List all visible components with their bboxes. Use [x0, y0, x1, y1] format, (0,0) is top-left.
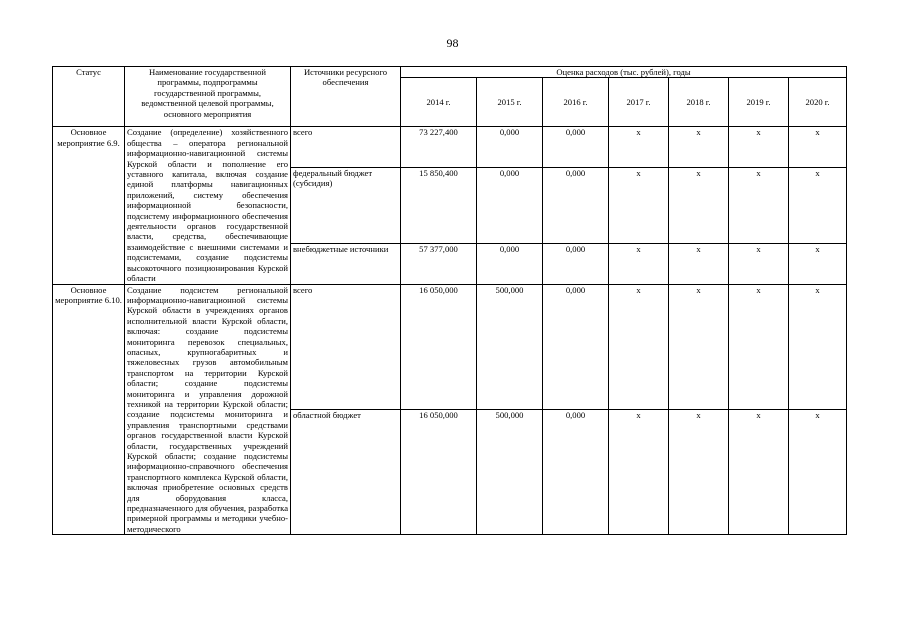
value-cell: x — [789, 127, 847, 167]
header-year: 2019 г. — [729, 78, 789, 127]
header-year: 2016 г. — [543, 78, 609, 127]
source-cell: внебюджетные источники — [291, 244, 401, 284]
table-row — [53, 284, 847, 409]
value-cell: 16 050,000 — [401, 284, 477, 409]
value-cell: x — [729, 284, 789, 409]
source-cell: федеральный бюджет (субсидия) — [291, 167, 401, 244]
value-cell: 15 850,400 — [401, 167, 477, 244]
value-cell: x — [729, 244, 789, 284]
status-cell: Основное мероприятие 6.9. — [53, 127, 125, 284]
value-cell: x — [789, 244, 847, 284]
status-cell: Основное мероприятие 6.10. — [53, 284, 125, 535]
value-cell: x — [669, 284, 729, 409]
measure-name-cell: Создание (определение) хозяйственного общества – оператора региональной информационно-навигационной системы Курской области и пополнение его уставного капитала, включая создание единой платформы навигационных приложений, систему обеспечения информационной безопасности, подсистему информационного обеспечения деятельности органов государственной власти, средства, обеспечивающие взаимодействие с внешними системами и подсистемами, создание подсистемы высокоточного позиционирования Курской области — [125, 127, 291, 284]
value-cell: x — [669, 409, 729, 534]
value-cell: 0,000 — [477, 167, 543, 244]
value-cell: 0,000 — [477, 127, 543, 167]
header-status: Статус — [53, 67, 125, 127]
value-cell: x — [669, 244, 729, 284]
value-cell: x — [609, 244, 669, 284]
header-year: 2020 г. — [789, 78, 847, 127]
value-cell: x — [729, 127, 789, 167]
value-cell: x — [609, 127, 669, 167]
header-year: 2018 г. — [669, 78, 729, 127]
header-row-1 — [53, 67, 847, 78]
measure-name-cell: Создание подсистем региональной информационно-навигационной системы Курской области в учреждениях органов исполнительной власти Курской области, включая: создание подсистемы мониторинга перевозок специальных, опасных, крупногабаритных и тяжеловесных грузов автомобильным транспортом на территории Курской области; создание подсистемы мониторинга и управления дорожной техникой на территории Курской области; создание подсистемы мониторинга и управления транспортными средствами органов государственной власти Курской области, государственных учреждений Курской области; создание подсистемы информационно-справочного обеспечения транспортного комплекса Курской области, включая приобретение основных средств для оборудования класса, предназначенного для обучения, разработка примерной программы и методики учебно-методического — [125, 284, 291, 535]
value-cell: x — [729, 409, 789, 534]
value-cell: 16 050,000 — [401, 409, 477, 534]
value-cell: x — [789, 167, 847, 244]
value-cell: x — [729, 167, 789, 244]
budget-table — [52, 66, 847, 535]
value-cell: 73 227,400 — [401, 127, 477, 167]
value-cell: 0,000 — [543, 409, 609, 534]
page-number: 98 — [446, 36, 459, 50]
source-cell: областной бюджет — [291, 409, 401, 534]
source-cell: всего — [291, 127, 401, 167]
value-cell: x — [609, 284, 669, 409]
value-cell: 0,000 — [543, 284, 609, 409]
header-year: 2015 г. — [477, 78, 543, 127]
value-cell: 0,000 — [543, 167, 609, 244]
header-name: Наименование государственной программы, подпрограммы государственной программы, ведомственной целевой программы, основного мероприятия — [125, 67, 291, 127]
value-cell: x — [609, 409, 669, 534]
value-cell: 57 377,000 — [401, 244, 477, 284]
value-cell: x — [609, 167, 669, 244]
header-year: 2014 г. — [401, 78, 477, 127]
value-cell: 0,000 — [477, 244, 543, 284]
value-cell: 500,000 — [477, 284, 543, 409]
value-cell: x — [789, 284, 847, 409]
source-cell: всего — [291, 284, 401, 409]
value-cell: x — [789, 409, 847, 534]
table-row — [53, 127, 847, 167]
value-cell: x — [669, 167, 729, 244]
header-year: 2017 г. — [609, 78, 669, 127]
header-estimate: Оценка расходов (тыс. рублей), годы — [401, 67, 847, 78]
value-cell: 0,000 — [543, 127, 609, 167]
value-cell: 0,000 — [543, 244, 609, 284]
value-cell: x — [669, 127, 729, 167]
value-cell: 500,000 — [477, 409, 543, 534]
header-sources: Источники ресурсного обеспечения — [291, 67, 401, 127]
